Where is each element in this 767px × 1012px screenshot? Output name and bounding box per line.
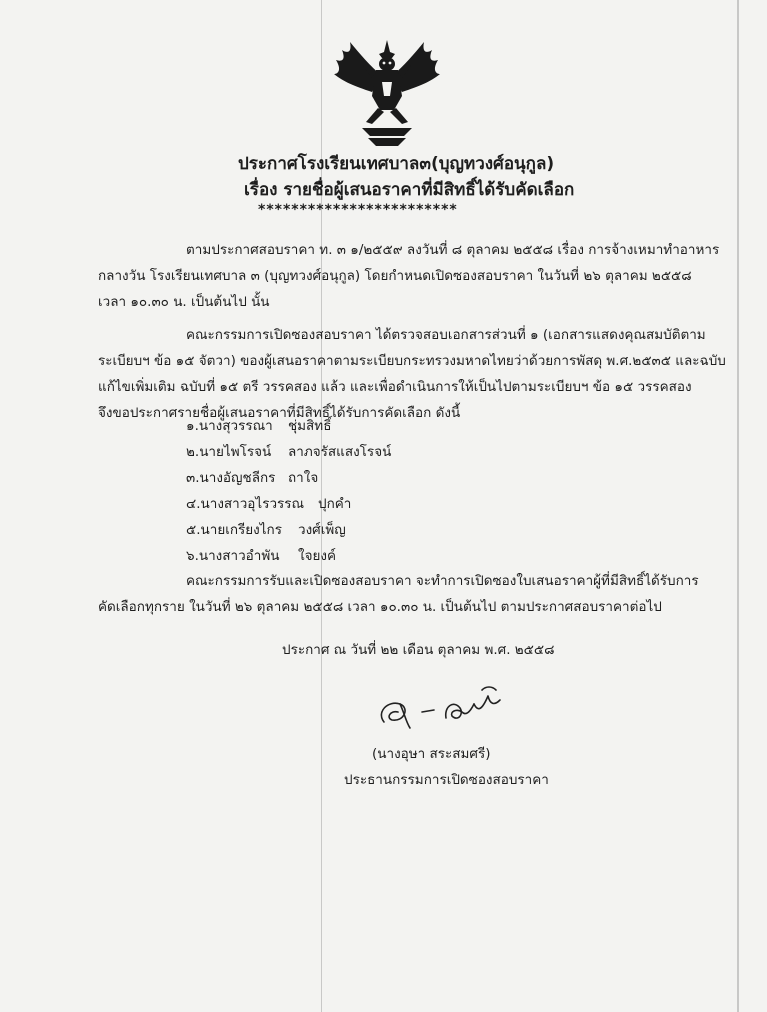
garuda-emblem-icon: [332, 36, 442, 148]
page-edge: [737, 0, 739, 1012]
para3-line2: คัดเลือกทุกราย ในวันที่ ๒๖ ตุลาคม ๒๕๕๘ เวลา ๑๐.๓๐ น. เป็นต้นไป ตามประกาศสอบราคาต่อไป: [98, 599, 662, 615]
bidder-name: ๕.นายเกรียงไกร: [186, 522, 282, 538]
bidder-name: ๑.นางสุวรรณา: [186, 418, 273, 434]
para2-line2: ระเบียบฯ ข้อ ๑๕ จัตวา) ของผู้เสนอราคาตามระเบียบกระทรวงมหาดไทยว่าด้วยการพัสดุ พ.ศ.๒๕๓๕ และฉบับ: [98, 353, 726, 369]
para1-line3: เวลา ๑๐.๓๐ น. เป็นต้นไป นั้น: [98, 294, 270, 310]
bidder-surname: ลาภจรัสแสงโรจน์: [288, 444, 392, 460]
para2-line3: แก้ไขเพิ่มเติม ฉบับที่ ๑๕ ตรี วรรคสอง แล้ว และเพื่อดำเนินการให้เป็นไปตามระเบียบฯ ข้อ ๑๕ วรรคสอง: [98, 379, 692, 395]
bidder-name: ๓.นางอัญชลีกร: [186, 470, 276, 486]
para2-line4: จึงขอประกาศรายชื่อผู้เสนอราคาที่มีสิทธิ์ได้รับการคัดเลือก ดังนี้: [98, 405, 461, 421]
bidder-surname: วงศ์เพ็ญ: [298, 522, 346, 538]
signature-image: [370, 682, 510, 732]
bidder-surname: ชุ่มสิทธิ์: [288, 418, 332, 434]
para1-line1: ตามประกาศสอบราคา ท. ๓ ๑/๒๕๕๙ ลงวันที่ ๘ ตุลาคม ๒๕๕๘ เรื่อง การจ้างเหมาทำอาหาร: [186, 242, 720, 258]
title-divider-stars: ************************: [258, 202, 458, 218]
bidder-surname: ถาใจ: [288, 470, 319, 486]
para2-line1: คณะกรรมการเปิดซองสอบราคา ได้ตรวจสอบเอกสารส่วนที่ ๑ (เอกสารแสดงคุณสมบัติตาม: [186, 327, 706, 343]
bidder-name: ๒.นายไพโรจน์: [186, 444, 272, 460]
para1-line2: กลางวัน โรงเรียนเทศบาล ๓ (บุญทวงศ์อนุกูล) โดยกำหนดเปิดซองสอบราคา ในวันที่ ๒๖ ตุลาคม ๒๕๕๘: [98, 268, 692, 284]
signatory-position: ประธานกรรมการเปิดซองสอบราคา: [344, 772, 549, 788]
announcement-date: ประกาศ ณ วันที่ ๒๒ เดือน ตุลาคม พ.ศ. ๒๕๕๘: [282, 642, 555, 658]
bidder-name: ๖.นางสาวอำพัน: [186, 548, 280, 564]
signatory-name: (นางอุษา สระสมศรี): [372, 746, 491, 762]
bidder-surname: ใจยงค์: [298, 548, 337, 564]
bidder-name: ๔.นางสาวอุไรวรรณ: [186, 496, 305, 512]
document-title: ประกาศโรงเรียนเทศบาล๓(บุญทวงศ์อนุกูล): [238, 154, 555, 174]
bidder-surname: ปุกคำ: [318, 496, 352, 512]
document-subject: เรื่อง รายชื่อผู้เสนอราคาที่มีสิทธิ์ได้รับคัดเลือก: [244, 180, 575, 200]
para3-line1: คณะกรรมการรับและเปิดซองสอบราคา จะทำการเปิดซองใบเสนอราคาผู้ที่มีสิทธิ์ได้รับการ: [186, 573, 699, 589]
